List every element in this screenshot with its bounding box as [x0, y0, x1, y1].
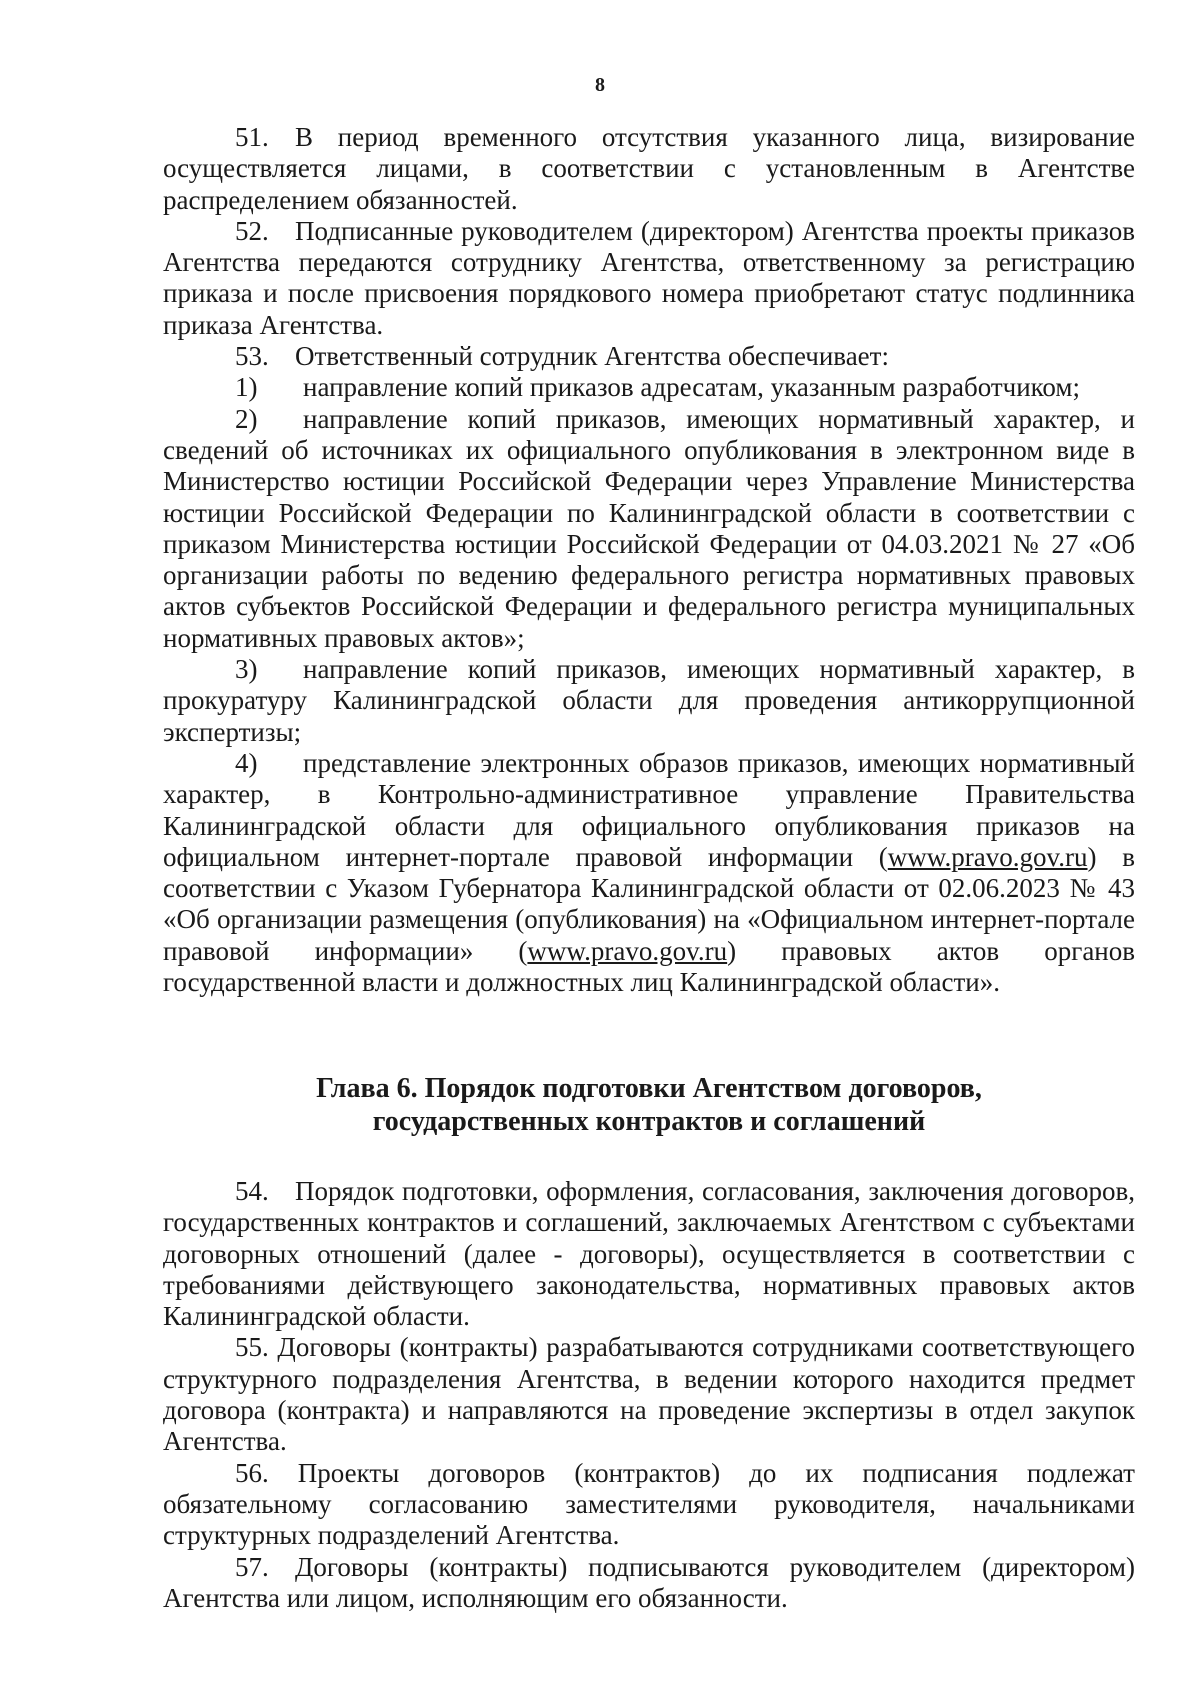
list-item-text: направление копий приказов адресатам, указанным разработчиком;	[303, 372, 1080, 403]
pravo-link-2[interactable]: www.pravo.gov.ru	[527, 935, 728, 966]
paragraph-text: Ответственный сотрудник Агентства обеспечивает:	[295, 341, 889, 372]
list-item-number: 3)	[235, 654, 258, 685]
paragraph-number: 57.	[235, 1551, 269, 1582]
list-item-number: 2)	[235, 403, 258, 434]
list-item-text: ) в соответствии с Указом Губернатора Калининградской области от 02.06.2023 № 43 «Об организации размещения (опубликования) на «Официальном интернет-портале правовой информации» (	[163, 841, 1135, 966]
chapter-heading-line-2: государственных контрактов и соглашений	[372, 1106, 926, 1137]
chapter-heading-line-1: Глава 6. Порядок подготовки Агентством договоров,	[316, 1073, 982, 1104]
paragraph-57	[163, 1552, 1135, 1615]
section-a-body	[163, 122, 1135, 998]
paragraph-number: 52.	[235, 215, 269, 246]
paragraph-text: В период временного отсутствия указанного лица, визирование осуществляется лицами, в соответствии с установленным в Агентстве распределением обязанностей.	[163, 122, 1135, 215]
page-number: 8	[595, 74, 605, 96]
paragraph-number: 51.	[235, 122, 269, 152]
section-b-body	[163, 1176, 1135, 1614]
list-item-text: представление электронных образов приказов, имеющих нормативный характер, в Контрольно-административное управление Правительства Калининградской области для официального опубликования приказов на официальном интернет-портале правовой информации (	[163, 747, 1135, 872]
list-item-3	[163, 654, 1135, 748]
paragraph-56: 56. Проекты договоров (контрактов) до их подписания подлежат обязательному согласованию заместителями руководителя, начальниками структурных подразделений Агентства.	[163, 1457, 1135, 1551]
paragraph-text: Порядок подготовки, оформления, согласования, заключения договоров, государственных контрактов и соглашений, заключаемых Агентством с субъектами договорных отношений (далее - договоры), осуществляется в соответствии с требованиями действующего законодательства, нормативных правовых актов Калининградской области.	[163, 1176, 1135, 1332]
paragraph-number: 53.	[235, 341, 269, 372]
list-item-2	[163, 404, 1135, 654]
paragraph-text: Подписанные руководителем (директором) Агентства проекты приказов Агентства передаются сотруднику Агентства, ответственному за регистрацию приказа и после присвоения порядкового номера приобретают статус подлинника приказа Агентства.	[163, 215, 1135, 340]
paragraph-text: Договоры (контракты) подписываются руководителем (директором) Агентства или лицом, исполняющим его обязанности.	[163, 1551, 1135, 1613]
paragraph-51	[163, 122, 1135, 216]
pravo-link-1[interactable]: www.pravo.gov.ru	[887, 841, 1088, 872]
paragraph-54	[163, 1176, 1135, 1332]
paragraph-55: 55. Договоры (контракты) разрабатываются сотрудниками соответствующего структурного подразделения Агентства, в ведении которого находится предмет договора (контракта) и направляются на проведение экспертизы в отдел закупок Агентства.	[163, 1332, 1135, 1457]
list-item-number: 1)	[235, 372, 258, 403]
list-item-number: 4)	[235, 747, 258, 778]
list-item-text: направление копий приказов, имеющих нормативный характер, и сведений об источниках их официального опубликования в электронном виде в Министерство юстиции Российской Федерации через Управление Министерства юстиции Российской Федерации по Калининградской области в соответствии с приказом Министерства юстиции Российской Федерации от 04.03.2021 № 27 «Об организации работы по ведению федерального регистра нормативных правовых актов субъектов Российской Федерации и федерального регистра муниципальных нормативных правовых актов»;	[163, 403, 1135, 653]
list-item-1	[163, 372, 1135, 403]
paragraph-53	[163, 341, 1135, 372]
paragraph-52	[163, 216, 1135, 341]
list-item-text: ) правовых актов органов государственной власти и должностных лиц Калининградской области».	[163, 935, 1136, 998]
list-item-text: направление копий приказов, имеющих нормативный характер, в прокуратуру Калининградской области для проведения антикоррупционной экспертизы;	[163, 654, 1135, 747]
list-item-4	[163, 748, 1135, 998]
paragraph-number: 54.	[235, 1176, 269, 1206]
chapter-heading	[163, 1072, 1135, 1138]
